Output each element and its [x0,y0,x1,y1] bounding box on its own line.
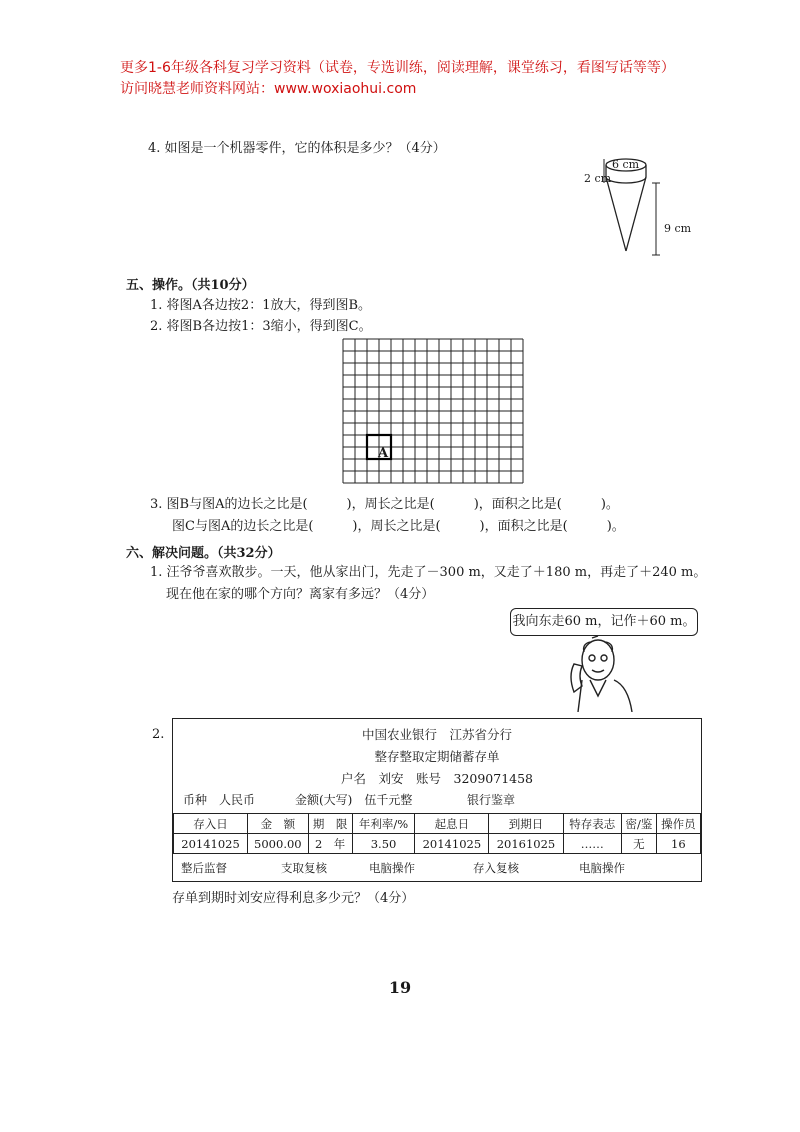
section-6-title: 六、解决问题。（共32分） [126,546,281,561]
bank-name: 中国农业银行 江苏省分行 [361,727,512,742]
section-5-item-3-line-2: 图C与图A的边长之比是( )，周长之比是( )，面积之比是( )。 [172,519,625,534]
slip-footer [173,857,701,879]
header-banner: 更多1-6年级各科复习学习资料（试卷，专选训练，阅读理解，课堂练习，看图写话等等）访问晓慧老师资料网站：www.woxiaohui.com [120,60,675,97]
label-cylinder-height: 2 cm [584,172,612,185]
cell: 无 [622,834,657,854]
header-cell: 期 限 [308,814,352,834]
cell: 20141025 [174,834,248,854]
section-5-item-3-line-1: 3. 图B与图A的边长之比是( )，周长之比是( )，面积之比是( )。 [150,497,619,512]
header-cell: 操作员 [656,814,700,834]
footer-item: 支取复核 [281,861,327,875]
slip-title: 整存整取定期储蓄存单 [374,749,500,764]
table-row [174,834,701,854]
section-5-item-1: 1. 将图A各边按2：1放大，得到图B。 [150,298,372,313]
page-number: 19 [388,978,412,997]
cell: 20141025 [415,834,489,854]
grandpa-illustration [552,636,642,712]
currency: 币种 人民币 [183,793,256,807]
footer-item: 电脑操作 [369,861,415,875]
section-5-title: 五、操作。（共10分） [126,278,255,293]
account-info: 户名 刘安 账号 3209071458 [340,771,534,786]
section-6-item-1-line-1: 1. 汪爷爷喜欢散步。一天，他从家出门，先走了－300 m，又走了＋180 m，再走了＋240 m。 [150,565,707,580]
cell: 5000.00 [248,834,308,854]
header-cell: 金 额 [248,814,308,834]
bank-seal-label: 银行鉴章 [467,793,516,807]
label-diameter: 6 cm [612,158,640,171]
footer-item: 整后监督 [181,861,227,875]
shape-a-label: A [378,446,389,461]
table-header-row [174,814,701,834]
section-6-item-2-number: 2. [152,727,165,742]
cell: 20161025 [489,834,563,854]
header-cell: 到期日 [489,814,563,834]
footer-item: 电脑操作 [579,861,625,875]
deposit-table [173,813,701,854]
cell: …… [563,834,622,854]
footer-item: 存入复核 [473,861,519,875]
cell: 3.50 [352,834,415,854]
header-cell: 特存表志 [563,814,622,834]
amount-words: 金额(大写) 伍千元整 [295,793,413,807]
question-4: 4. 如图是一个机器零件，它的体积是多少？（4分） [148,141,446,156]
cell: 2 年 [308,834,352,854]
header-cell: 密/鉴 [622,814,657,834]
cell: 16 [656,834,700,854]
header-cell: 起息日 [415,814,489,834]
section-6-item-1-line-2: 现在他在家的哪个方向？离家有多远？（4分） [166,587,435,602]
speech-bubble: 我向东走60 m，记作＋60 m。 [510,608,698,636]
label-cone-height: 9 cm [664,222,692,235]
deposit-slip [172,718,702,882]
section-6-item-2-question: 存单到期时刘安应得利息多少元？（4分） [172,891,415,906]
header-cell: 存入日 [174,814,248,834]
header-cell: 年利率/% [352,814,415,834]
section-5-item-2: 2. 将图B各边按1：3缩小，得到图C。 [150,319,372,334]
square-grid [342,338,524,484]
